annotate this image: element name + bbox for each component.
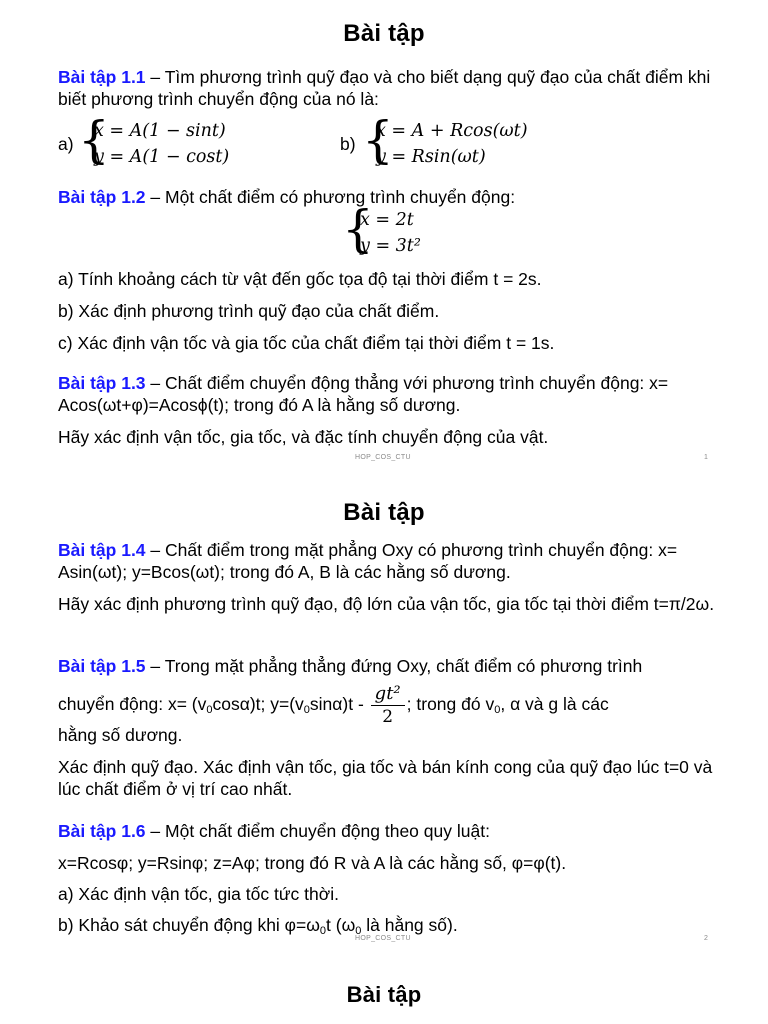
slide1-title: Bài tập [343, 20, 425, 47]
exercise-1-1-body: – Tìm phương trình quỹ đạo và cho biết dạng quỹ đạo của chất điểm khi biết phương trình chuyển động của nó là: [58, 67, 711, 109]
exercise-1-5-text [58, 655, 718, 677]
slide2-footer: HOP_COS_CTU [355, 935, 411, 942]
exercise-1-2-body: – Một chất điểm có phương trình chuyển động: [145, 187, 516, 207]
exercise-1-6-text [58, 820, 718, 842]
eq-part-c: sinα)t - [309, 694, 364, 714]
exercise-1-5-label: Bài tập 1.5 [58, 656, 146, 676]
slide2-title: Bài tập [343, 499, 425, 526]
eq-sub-a: 0 [206, 704, 213, 716]
exercise-1-6-line2: x=Rcosφ; y=Rsinφ; z=Aφ; trong đó R và A là các hằng số, φ=φ(t). [58, 853, 567, 873]
exercise-1-4-question: Hãy xác định phương trình quỹ đạo, độ lớn của vận tốc, gia tốc tại thời điểm t=π/2ω. [58, 594, 715, 614]
exercise-1-2-question-a: a) Tính khoảng cách từ vật đến gốc tọa độ tại thời điểm t = 2s. [58, 269, 542, 289]
q-b-part-b: t (ω [326, 915, 356, 935]
system-b-line2: y = Rsin(ωt) [376, 147, 486, 167]
fraction [371, 683, 405, 729]
system-line2: y = 3t² [360, 236, 421, 256]
exercise-1-6-body: – Một chất điểm chuyển động theo quy luật: [145, 821, 490, 841]
exercise-1-1-system-a [58, 111, 318, 174]
q-b-part-c: là hằng số). [361, 915, 458, 935]
exercise-1-5-question: Xác định quỹ đạo. Xác định vận tốc, gia tốc và bán kính cong của quỹ đạo lúc t=0 và lúc chất điểm ở vị trí cao nhất. [58, 757, 713, 799]
system-a-line2: y = A(1 − cost) [94, 147, 230, 167]
system-b-label: b) [340, 134, 356, 154]
eq-part-e: , α và g là các [500, 694, 609, 714]
exercise-1-6-question-a: a) Xác định vận tốc, gia tốc tức thời. [58, 884, 339, 904]
exercise-1-3-body: – Chất điểm chuyển động thẳng với phương trình chuyển động: x= Acos(ωt+φ)=Acosϕ(t); trong đó A là hằng số dương. [58, 373, 669, 415]
system-brace: { [342, 200, 374, 258]
fraction-denominator: 2 [382, 707, 394, 728]
exercise-1-2-question-b: b) Xác định phương trình quỹ đạo của chất điểm. [58, 301, 440, 321]
system-b-line1: x = A + Rcos(ωt) [376, 121, 528, 141]
eq-part-a: chuyển động: x= (v [58, 694, 207, 714]
exercise-1-1-label: Bài tập 1.1 [58, 67, 146, 87]
exercise-1-6-label: Bài tập 1.6 [58, 821, 146, 841]
system-a-brace: { [78, 111, 110, 169]
slide2-page-number: 2 [704, 935, 708, 942]
q-b-sub-b: 0 [355, 925, 362, 937]
exercise-1-2-text [58, 186, 718, 208]
eq-sub-b: 0 [303, 704, 310, 716]
eq-sub-c: 0 [494, 704, 501, 716]
exercise-1-3-question: Hãy xác định vận tốc, gia tốc, và đặc tính chuyển động của vật. [58, 427, 549, 447]
slide3-title: Bài tập [346, 982, 422, 1007]
exercise-1-3-label: Bài tập 1.3 [58, 373, 146, 393]
q-b-sub-a: 0 [319, 925, 327, 937]
eq-part-b: cosα)t; y=(v [212, 694, 304, 714]
exercise-1-2-label: Bài tập 1.2 [58, 187, 146, 207]
exercise-1-5-line3: hằng số dương. [58, 725, 183, 745]
system-line1: x = 2t [360, 210, 414, 230]
exercise-1-1-text [58, 66, 718, 110]
exercise-1-1-system-b [340, 111, 600, 174]
exercise-1-3-text [58, 372, 718, 416]
system-a-line1: x = A(1 − sint) [94, 121, 226, 141]
exercise-1-4-text [58, 539, 718, 583]
system-b-brace: { [362, 111, 394, 169]
q-b-part-a: b) Khảo sát chuyển động khi φ=ω [58, 915, 320, 935]
slide1-page-number: 1 [704, 454, 708, 461]
slide1-footer: HOP_COS_CTU [355, 454, 411, 461]
exercise-1-2-system [342, 200, 482, 263]
exercise-1-4-label: Bài tập 1.4 [58, 540, 146, 560]
exercise-1-2-question-c: c) Xác định vận tốc và gia tốc của chất điểm tại thời điểm t = 1s. [58, 333, 555, 353]
system-a-label: a) [58, 134, 74, 154]
exercise-1-4-body: – Chất điểm trong mặt phẳng Oxy có phương trình chuyển động: x= Asin(ωt); y=Bcos(ωt); trong đó A, B là các hằng số dương. [58, 540, 678, 582]
eq-part-d: ; trong đó v [406, 694, 495, 714]
fraction-numerator: gt² [374, 682, 401, 704]
exercise-1-5-body: – Trong mặt phẳng thẳng đứng Oxy, chất điểm có phương trình [145, 656, 643, 676]
